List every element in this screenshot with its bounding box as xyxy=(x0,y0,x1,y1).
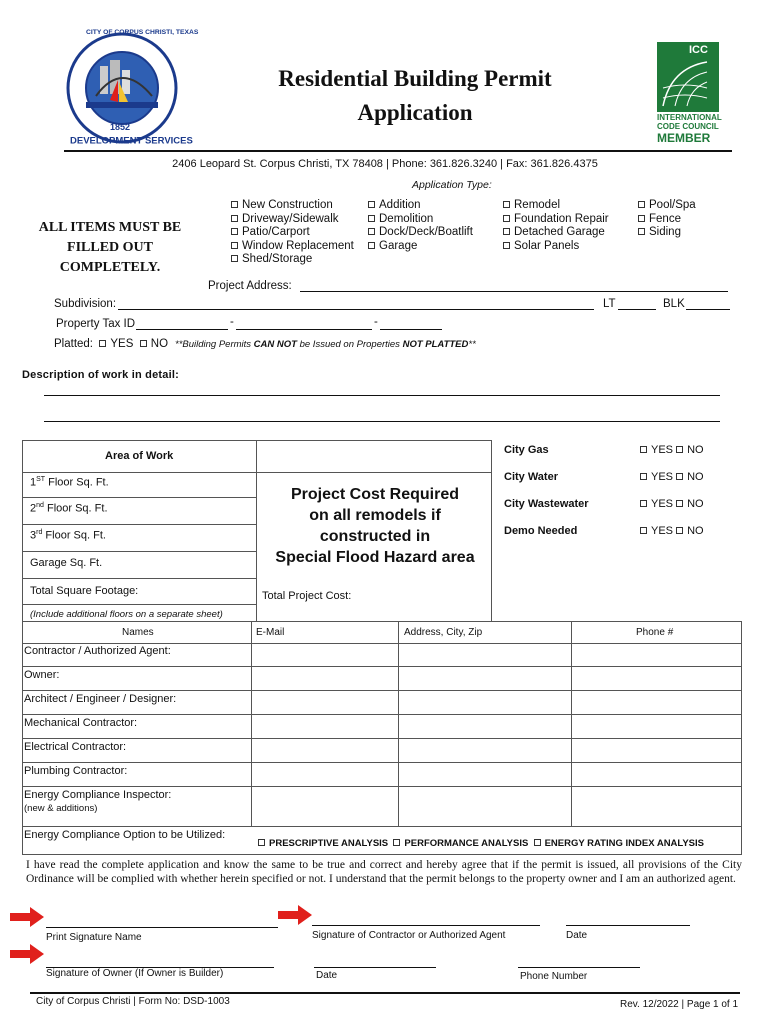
divider xyxy=(22,690,742,691)
option-label: PRESCRIPTIVE ANALYSIS xyxy=(269,838,389,849)
option-label: ENERGY RATING INDEX ANALYSIS xyxy=(544,838,704,849)
checkbox[interactable] xyxy=(503,215,510,222)
divider xyxy=(22,472,256,473)
col-header-address: Address, City, Zip xyxy=(404,627,483,638)
type-column-1 xyxy=(231,199,354,267)
row-architect: Architect / Engineer / Designer: xyxy=(24,693,177,705)
checkbox[interactable] xyxy=(503,201,510,208)
platted-no-label: NO xyxy=(150,338,169,350)
tax-id-dash-2: - xyxy=(374,316,378,328)
no-checkbox[interactable] xyxy=(676,527,683,534)
yes-label: YES xyxy=(651,498,674,510)
option-label: Demolition xyxy=(379,212,434,225)
additional-floors-note: (Include additional floors on a separate sheet) xyxy=(30,609,223,620)
blk-label: BLK xyxy=(663,298,685,310)
note-text: **Building Permits xyxy=(175,339,254,350)
utility-label: Demo Needed xyxy=(504,525,578,537)
utility-row xyxy=(504,525,734,552)
checkbox[interactable] xyxy=(368,201,375,208)
type-column-4 xyxy=(638,199,696,240)
divider xyxy=(22,578,256,579)
tax-id-field-2[interactable] xyxy=(236,318,372,330)
checkbox[interactable] xyxy=(638,201,645,208)
type-column-3 xyxy=(503,199,609,253)
checkbox[interactable] xyxy=(503,228,510,235)
checkbox[interactable] xyxy=(368,242,375,249)
platted-note xyxy=(175,339,476,350)
option-label: Siding xyxy=(649,226,681,238)
utility-row xyxy=(504,444,734,471)
checkbox[interactable] xyxy=(638,215,645,222)
header-rule xyxy=(64,150,732,152)
divider xyxy=(22,786,742,787)
checkbox[interactable] xyxy=(503,242,510,249)
total-sf-label: Total Square Footage: xyxy=(30,585,139,597)
no-checkbox[interactable] xyxy=(676,473,683,480)
option-label: Solar Panels xyxy=(514,239,580,252)
garage-label: Garage Sq. Ft. xyxy=(30,557,103,569)
option-label: Garage xyxy=(379,239,418,252)
notice-line: Special Flood Hazard area xyxy=(275,549,475,566)
subdivision-field[interactable] xyxy=(118,298,594,310)
logo-ring-top: CITY OF CORPUS CHRISTI, TEXAS xyxy=(86,28,199,36)
yes-checkbox[interactable] xyxy=(640,473,647,480)
platted-row xyxy=(54,338,168,350)
divider xyxy=(251,621,252,827)
arrow-icon xyxy=(10,944,44,964)
logo-year: 1852 xyxy=(110,122,131,132)
option-label: Foundation Repair xyxy=(514,212,609,225)
footer-right: Rev. 12/2022 | Page 1 of 1 xyxy=(620,999,739,1010)
option-label: Addition xyxy=(379,199,421,211)
description-label: Description of work in detail: xyxy=(22,369,179,381)
type-option[interactable] xyxy=(638,226,696,240)
platted-no-checkbox[interactable] xyxy=(140,340,147,347)
type-option[interactable] xyxy=(368,199,473,213)
divider xyxy=(22,643,742,644)
footer-rule xyxy=(30,992,740,994)
row-plumbing: Plumbing Contractor: xyxy=(24,765,128,777)
application-type-label: Application Type: xyxy=(412,179,492,191)
option-label: New Construction xyxy=(242,199,333,211)
phone-field[interactable] xyxy=(518,956,640,968)
option-label: Driveway/Sidewalk xyxy=(242,212,339,225)
type-option[interactable] xyxy=(231,199,354,213)
checkbox[interactable] xyxy=(368,228,375,235)
col-header-phone: Phone # xyxy=(636,627,674,638)
owner-signature-field[interactable] xyxy=(46,956,274,968)
owner-signature-label: Signature of Owner (If Owner is Builder) xyxy=(46,968,224,979)
utilities-list xyxy=(504,444,734,552)
yes-label: YES xyxy=(651,444,674,456)
platted-yes-checkbox[interactable] xyxy=(99,340,106,347)
title-line-2: Application xyxy=(357,100,473,125)
icc-line-1: INTERNATIONAL xyxy=(657,113,722,122)
divider xyxy=(22,762,742,763)
divider xyxy=(22,524,256,525)
agreement-text: I have read the complete application and know the same to be true and correct and hereby agree that if the permit is issued, all provisions of the City Ordinance will be complied with whether herein specified or not. I understand that the permit belongs to the property owner and I am an authorized agent. xyxy=(26,859,742,885)
description-line-2[interactable] xyxy=(44,410,720,422)
first-floor-label: 1ST Floor Sq. Ft. xyxy=(30,476,109,489)
date-label-2: Date xyxy=(316,970,338,981)
tax-id-dash-1: - xyxy=(230,316,234,328)
note-bold: NOT PLATTED xyxy=(402,339,469,350)
notice-line: on all remodels if xyxy=(309,507,441,524)
checkbox[interactable] xyxy=(231,215,238,222)
contractor-signature-field[interactable] xyxy=(312,914,540,926)
type-option[interactable] xyxy=(368,226,473,240)
type-option[interactable] xyxy=(503,240,609,254)
option-label: Window Replacement xyxy=(242,239,354,252)
divider xyxy=(398,621,399,827)
no-checkbox[interactable] xyxy=(676,446,683,453)
notice-line: constructed in xyxy=(319,528,431,545)
icc-logo xyxy=(657,42,722,146)
type-option[interactable] xyxy=(231,240,354,254)
divider xyxy=(256,472,492,473)
note-text: ** xyxy=(468,339,476,350)
arrow-icon xyxy=(10,907,44,927)
type-column-2 xyxy=(368,199,473,253)
option-label: Shed/Storage xyxy=(242,253,313,265)
performance-checkbox[interactable] xyxy=(393,839,400,846)
type-option[interactable] xyxy=(368,240,473,254)
option-label: Remodel xyxy=(514,199,561,211)
no-label: NO xyxy=(687,525,704,537)
contractor-signature-label: Signature of Contractor or Authorized Agent xyxy=(312,930,506,941)
yes-checkbox[interactable] xyxy=(640,446,647,453)
print-name-field[interactable] xyxy=(46,916,278,928)
option-label: Fence xyxy=(649,212,681,225)
option-label: Pool/Spa xyxy=(649,199,696,211)
logo-ring-bottom: DEVELOPMENT SERVICES xyxy=(70,136,193,147)
platted-yes-label: YES xyxy=(110,338,134,350)
type-option[interactable] xyxy=(503,213,609,227)
type-option[interactable] xyxy=(231,213,354,227)
prescriptive-checkbox[interactable] xyxy=(258,839,265,846)
option-label: Patio/Carport xyxy=(242,226,310,238)
energy-options xyxy=(258,838,704,849)
second-floor-label: 2nd Floor Sq. Ft. xyxy=(30,502,108,515)
yes-label: YES xyxy=(651,471,674,483)
print-name-label: Print Signature Name xyxy=(46,932,142,943)
tax-id-field-3[interactable] xyxy=(380,318,442,330)
city-logo xyxy=(52,28,199,150)
row-owner: Owner: xyxy=(24,669,60,681)
checkbox[interactable] xyxy=(231,201,238,208)
platted-label: Platted: xyxy=(54,338,93,350)
type-option[interactable] xyxy=(503,226,609,240)
project-address-field[interactable] xyxy=(300,280,728,292)
date-field-1[interactable] xyxy=(566,914,690,926)
checkbox[interactable] xyxy=(231,228,238,235)
option-label: Detached Garage xyxy=(514,226,605,238)
total-cost-label: Total Project Cost: xyxy=(262,590,352,602)
no-label: NO xyxy=(687,498,704,510)
icc-line-2: CODE COUNCIL xyxy=(657,122,719,131)
row-energy-option: Energy Compliance Option to be Utilized: xyxy=(24,829,226,841)
title-line-1: Residential Building Permit xyxy=(278,66,552,91)
office-address: 2406 Leopard St. Corpus Christi, TX 78408 | Phone: 361.826.3240 | Fax: 361.826.4375 xyxy=(172,158,598,170)
icc-abbr: ICC xyxy=(689,44,708,56)
type-option[interactable] xyxy=(503,199,609,213)
type-option[interactable] xyxy=(638,199,696,213)
row-electrical: Electrical Contractor: xyxy=(24,741,127,753)
date-field-2[interactable] xyxy=(314,956,436,968)
row-energy-inspector-sub: (new & additions) xyxy=(24,803,98,814)
notice-line-2: FILLED OUT xyxy=(67,240,153,255)
tax-id-label: Property Tax ID xyxy=(56,318,136,330)
divider xyxy=(22,551,256,552)
type-option[interactable] xyxy=(368,213,473,227)
notice-line-1: ALL ITEMS MUST BE xyxy=(38,220,182,235)
option-label: Dock/Deck/Boatlift xyxy=(379,226,473,238)
area-of-work-header: Area of Work xyxy=(105,450,174,462)
tax-id-field-1[interactable] xyxy=(136,318,228,330)
yes-checkbox[interactable] xyxy=(640,527,647,534)
subdivision-label: Subdivision: xyxy=(54,298,117,310)
footer-left: City of Corpus Christi | Form No: DSD-1003 xyxy=(36,996,230,1007)
option-label: PERFORMANCE ANALYSIS xyxy=(404,838,529,849)
row-contractor: Contractor / Authorized Agent: xyxy=(24,645,171,657)
no-label: NO xyxy=(687,444,704,456)
checkbox[interactable] xyxy=(231,255,238,262)
project-cost-notice xyxy=(258,484,492,568)
divider xyxy=(571,621,572,827)
row-mechanical: Mechanical Contractor: xyxy=(24,717,138,729)
col-header-names: Names xyxy=(122,627,154,638)
note-text: be Issued on Properties xyxy=(296,339,403,350)
divider xyxy=(22,738,742,739)
utility-row xyxy=(504,471,734,498)
type-option[interactable] xyxy=(231,226,354,240)
phone-label: Phone Number xyxy=(520,971,588,982)
row-energy-inspector: Energy Compliance Inspector: xyxy=(24,789,172,801)
note-bold: CAN NOT xyxy=(253,339,297,350)
energy-rating-checkbox[interactable] xyxy=(534,839,541,846)
project-address-label: Project Address: xyxy=(208,280,292,292)
utility-label: City Water xyxy=(504,471,558,483)
type-option[interactable] xyxy=(638,213,696,227)
no-label: NO xyxy=(687,471,704,483)
divider xyxy=(22,666,742,667)
yes-checkbox[interactable] xyxy=(640,500,647,507)
arrow-icon xyxy=(278,905,312,925)
blk-field[interactable] xyxy=(686,298,730,310)
icc-line-3: MEMBER xyxy=(657,131,711,145)
type-option[interactable] xyxy=(231,253,354,267)
divider xyxy=(22,604,256,605)
col-header-email: E-Mail xyxy=(256,627,285,638)
yes-label: YES xyxy=(651,525,674,537)
date-label-1: Date xyxy=(566,930,588,941)
checkbox[interactable] xyxy=(368,215,375,222)
divider xyxy=(256,440,257,622)
notice-line: Project Cost Required xyxy=(290,486,460,503)
checkbox[interactable] xyxy=(231,242,238,249)
fill-notice xyxy=(20,218,200,278)
divider xyxy=(22,497,256,498)
lt-label: LT xyxy=(603,298,616,310)
checkbox[interactable] xyxy=(638,228,645,235)
utility-label: City Gas xyxy=(504,444,549,456)
page-title xyxy=(200,62,630,130)
description-line-1[interactable] xyxy=(44,384,720,396)
no-checkbox[interactable] xyxy=(676,500,683,507)
notice-line-3: COMPLETELY. xyxy=(59,260,161,275)
utility-label: City Wastewater xyxy=(504,498,589,510)
lt-field[interactable] xyxy=(618,298,656,310)
divider xyxy=(22,826,742,827)
divider xyxy=(22,714,742,715)
third-floor-label: 3rd Floor Sq. Ft. xyxy=(30,529,106,542)
utility-row xyxy=(504,498,734,525)
